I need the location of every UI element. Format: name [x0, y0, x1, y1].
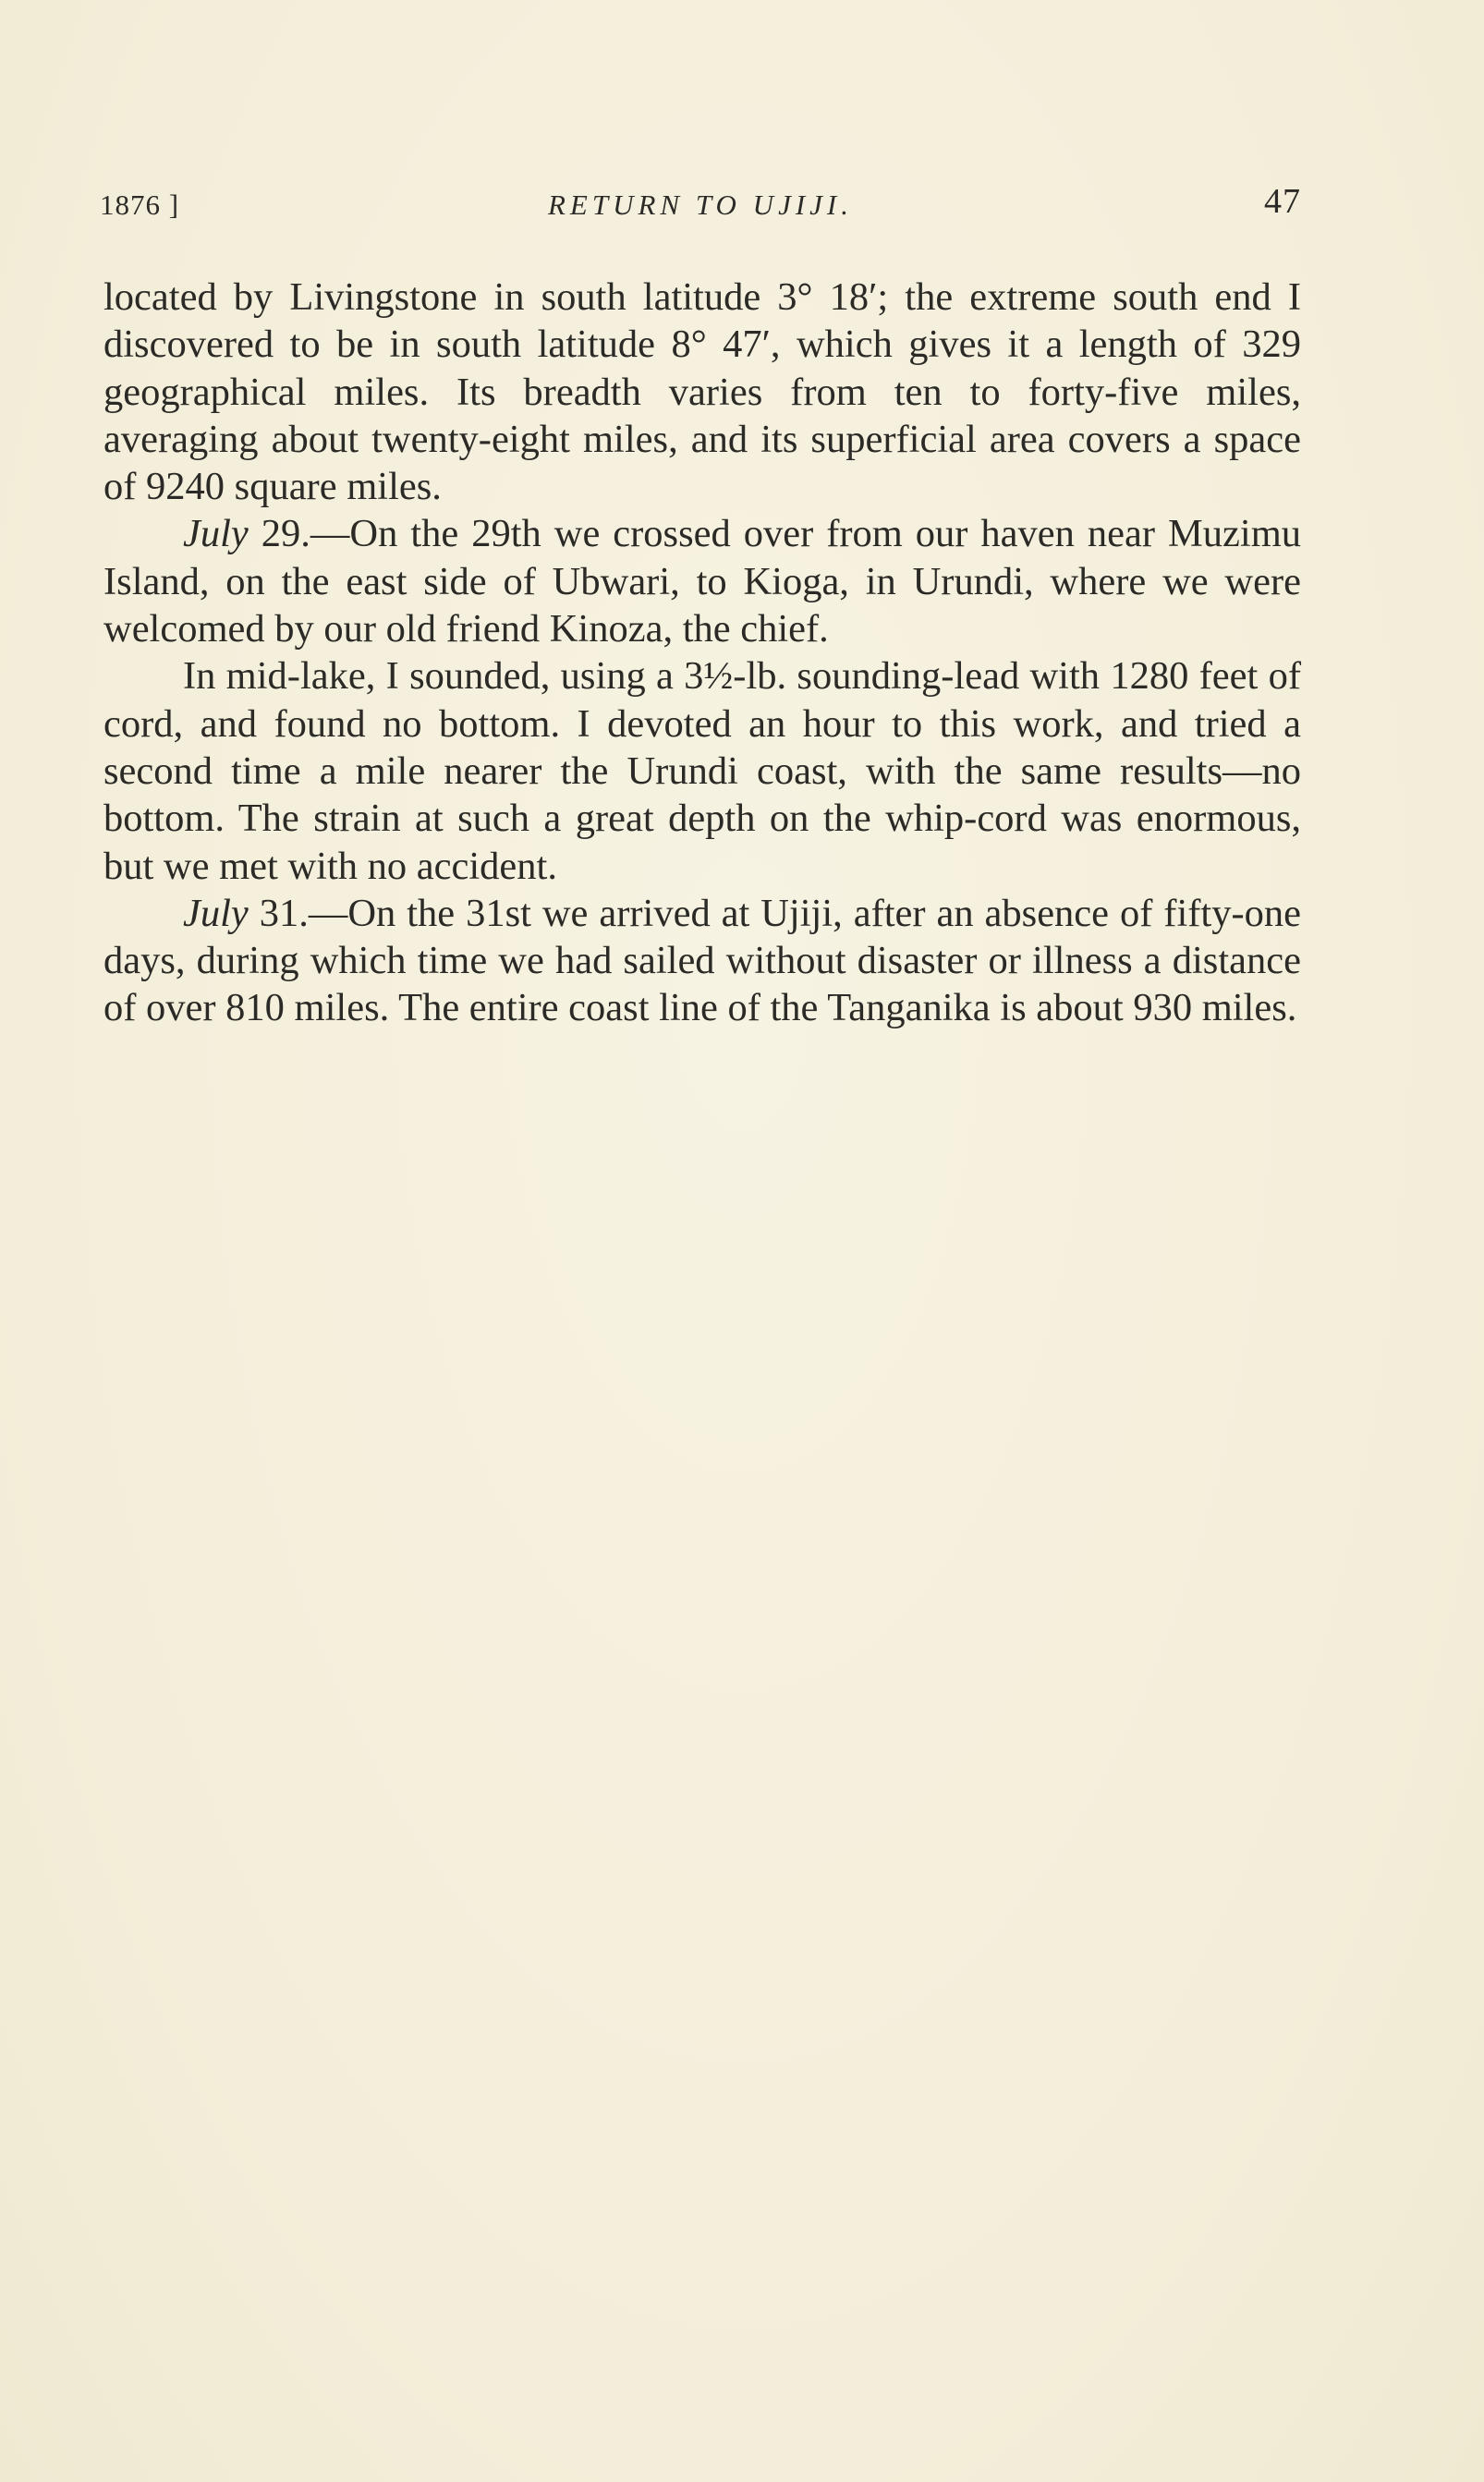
paragraph-4 [103, 890, 1301, 1032]
paragraph-4-text: 31.—On the 31st we arrived at Ujiji, after an absence of fifty-one days, during which time we had sailed without disaster or illness a distance of over 810 miles. The entire coast line of the Tanganika is about 930 miles. [103, 891, 1301, 1030]
paragraph-2 [103, 510, 1301, 652]
header-title: RETURN TO UJIJI. [548, 189, 853, 221]
paragraph-1: located by Livingstone in south latitude 3° 18′; the extreme south end I discovered to be in south latitude 8° 47′, which gives it a length of 329 geographical miles. Its breadth varies from ten to forty-five miles, averaging about twenty-eight miles, and its superficial area covers a space of 9240 square miles. [103, 275, 1301, 509]
date-july-31: July [183, 891, 249, 935]
paragraph-2-text: 29.—On the 29th we crossed over from our haven near Muzimu Island, on the east side of Ubwari, to Kioga, in Urundi, where we were welcomed by our old friend Kinoza, the chief. [103, 512, 1301, 651]
page-number: 47 [1264, 182, 1301, 221]
paragraph-3: In mid-lake, I sounded, using a 3½-lb. sounding-lead with 1280 feet of cord, and found no bottom. I devoted an hour to this work, and tried a second time a mile nearer the Urundi coast, with the same results—no bottom. The strain at such a great depth on the whip-cord was enormous, but we met with no accident. [103, 654, 1301, 888]
running-head [100, 181, 1301, 227]
body-text [103, 274, 1301, 1032]
date-july-29: July [183, 512, 249, 556]
header-year: 1876 ] [100, 189, 180, 221]
